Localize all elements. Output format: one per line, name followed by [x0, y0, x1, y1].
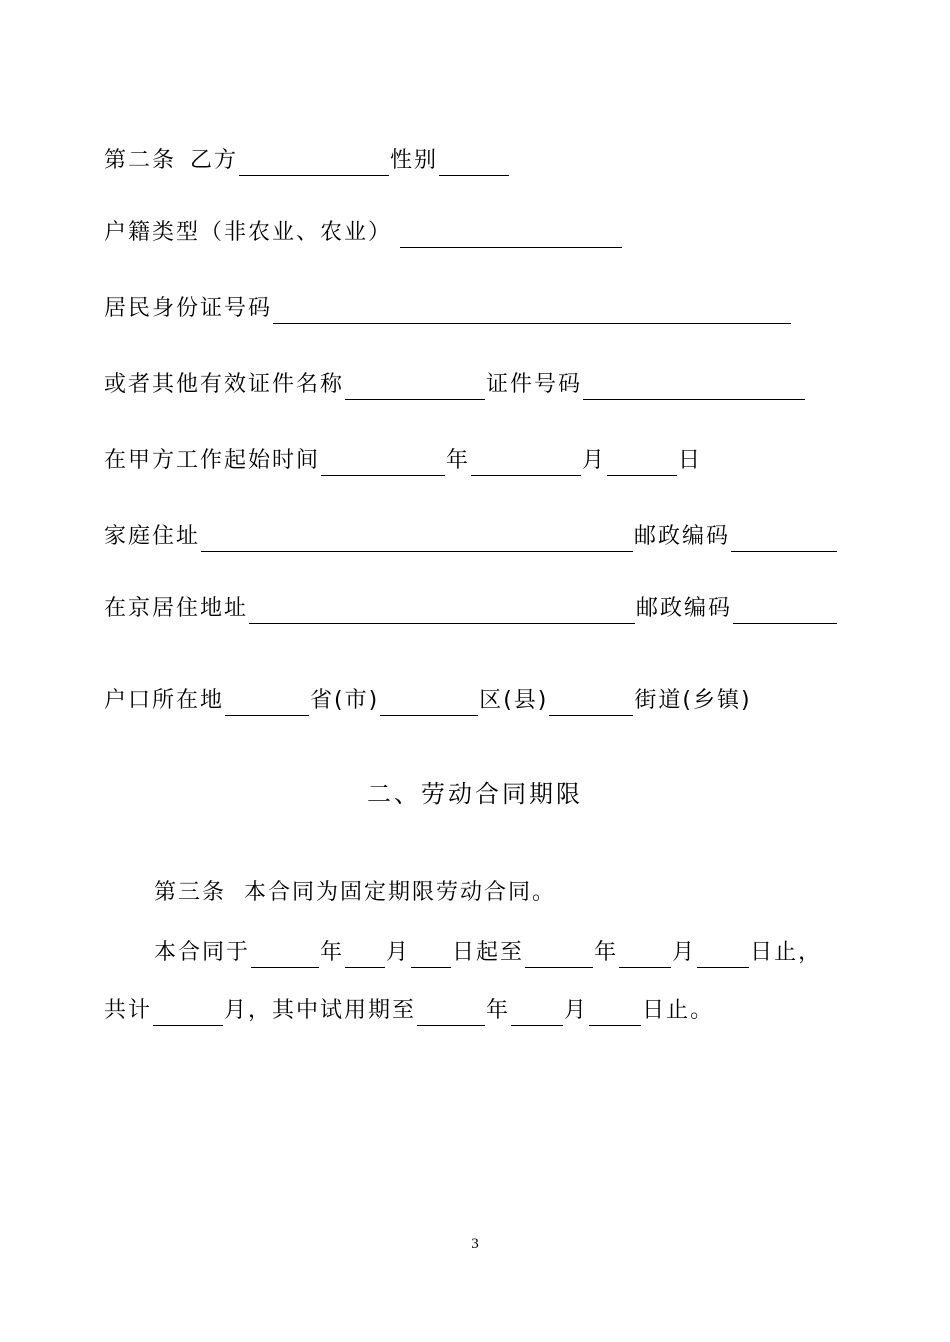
probation-mid-label: 月，其中试用期至	[224, 998, 417, 1023]
day-label: 日	[678, 448, 703, 473]
hukou-location-label: 户口所在地	[104, 688, 225, 713]
home-postal-code-field[interactable]	[731, 527, 837, 552]
article-three-text: 第三条 本合同为固定期限劳动合同。	[154, 880, 556, 905]
cert-number-field[interactable]	[583, 375, 805, 400]
gender-field[interactable]	[439, 151, 509, 176]
home-address-field[interactable]	[201, 527, 633, 552]
month-label: 月	[672, 940, 697, 965]
year-label: 年	[486, 998, 511, 1023]
contract-start-year-field[interactable]	[251, 943, 319, 968]
household-type-field[interactable]	[400, 223, 622, 248]
beijing-address-label: 在京居住地址	[104, 596, 249, 621]
page-number: 3	[471, 1236, 479, 1252]
party-b-name-line	[104, 146, 510, 176]
start-month-field[interactable]	[471, 451, 581, 476]
other-cert-name-field[interactable]	[345, 375, 485, 400]
total-months-field[interactable]	[153, 1001, 223, 1026]
year-label: 年	[320, 940, 345, 965]
district-label: 区(县)	[479, 688, 549, 713]
probation-day-field[interactable]	[589, 1001, 641, 1026]
contract-start-day-field[interactable]	[411, 943, 451, 968]
party-b-name-field[interactable]	[239, 151, 389, 176]
hukou-province-field[interactable]	[225, 691, 309, 716]
hukou-street-field[interactable]	[549, 691, 633, 716]
year-label: 年	[594, 940, 619, 965]
total-label: 共计	[104, 998, 153, 1023]
contract-end-month-field[interactable]	[619, 943, 671, 968]
start-suffix-label: 日起至	[452, 940, 525, 965]
province-label: 省(市)	[310, 688, 380, 713]
id-number-field[interactable]	[273, 299, 791, 324]
month-label: 月	[564, 998, 589, 1023]
household-type-label: 户籍类型（非农业、农业）	[104, 220, 393, 245]
section-heading-contract-term: 二、劳动合同期限	[367, 780, 583, 808]
home-address-line	[104, 522, 838, 552]
party-b-label: 乙方	[190, 148, 239, 173]
home-postal-code-label: 邮政编码	[634, 524, 731, 549]
year-label: 年	[446, 448, 471, 473]
cert-number-label: 证件号码	[486, 372, 583, 397]
probation-line	[104, 996, 714, 1026]
month-label: 月	[582, 448, 607, 473]
home-address-label: 家庭住址	[104, 524, 201, 549]
hukou-district-field[interactable]	[380, 691, 478, 716]
article-two-label: 第二条	[104, 148, 177, 173]
start-day-field[interactable]	[607, 451, 677, 476]
beijing-address-line	[104, 594, 838, 624]
probation-month-field[interactable]	[511, 1001, 563, 1026]
start-time-line	[104, 446, 702, 476]
month-label: 月	[386, 940, 411, 965]
contract-end-day-field[interactable]	[697, 943, 749, 968]
beijing-postal-code-label: 邮政编码	[636, 596, 733, 621]
id-number-label: 居民身份证号码	[104, 296, 273, 321]
other-cert-name-label: 或者其他有效证件名称	[104, 372, 345, 397]
hukou-location-line	[104, 686, 752, 716]
other-cert-line	[104, 370, 806, 400]
end-suffix-label: 日止，	[750, 940, 823, 965]
contract-from-label: 本合同于	[154, 940, 251, 965]
article-three-line	[154, 878, 556, 908]
contract-period-line	[154, 938, 822, 968]
gender-label: 性别	[390, 148, 439, 173]
contract-end-year-field[interactable]	[525, 943, 593, 968]
beijing-address-field[interactable]	[249, 599, 635, 624]
beijing-postal-code-field[interactable]	[733, 599, 837, 624]
probation-year-field[interactable]	[417, 1001, 485, 1026]
start-time-label: 在甲方工作起始时间	[104, 448, 321, 473]
contract-start-month-field[interactable]	[345, 943, 385, 968]
probation-end-label: 日止。	[642, 998, 715, 1023]
start-year-field[interactable]	[321, 451, 445, 476]
id-number-line	[104, 294, 792, 324]
street-label: 街道(乡镇)	[634, 688, 752, 713]
household-type-line	[104, 218, 623, 248]
